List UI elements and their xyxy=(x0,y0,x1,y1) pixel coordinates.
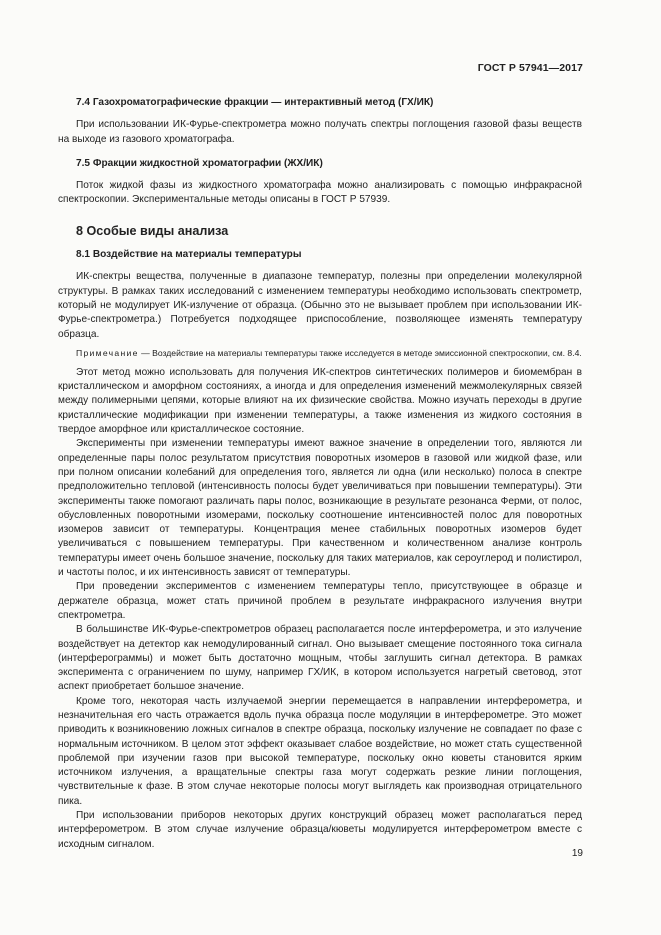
section-8-1-title: 8.1 Воздействие на материалы температуры xyxy=(76,249,302,261)
section-8-1-paragraph-3: Эксперименты при изменении температуры имеют важное значение в определении того, являются ли определенные пары полос результатом присутствия поворотных изомеров в газовой или жидкой фазе, или при полном описании колебаний для определения того, является ли одна (или несколько) полоса в спектре предположительно тепловой (интенсивность полосы будет увеличиваться при повышении температуры). Эти эксперименты также помогают различать пары полос, возникающие в результате резонанса Ферми, от полос, обусловленных поворотными изомерами, поскольку соотношение интенсивностей полос для поворотных изомеров зависит от температуры. Концентрация менее стабильных поворотных изомеров будет увеличиваться с повышением температуры. При качественном и количественном анализе контроль температуры имеет очень большое значение, поскольку для таких материалов, как сероуглерод и полистирол, и частоты полос, и их интенсивность зависят от температуры. xyxy=(58,438,582,579)
document-code-header: ГОСТ Р 57941—2017 xyxy=(477,62,583,74)
section-7-5-title: 7.5 Фракции жидкостной хроматографии (ЖХ/ИК) xyxy=(76,157,323,169)
section-7-4-paragraph: При использовании ИК-Фурье-спектрометра можно получать спектры поглощения газовой фазы веществ на выходе из газового хроматографа. xyxy=(58,119,582,145)
note-text: — Воздействие на материалы температуры также исследуется в методе эмиссионной спектроскопии, см. 8.4. xyxy=(138,347,582,358)
section-7-5-paragraph: Поток жидкой фазы из жидкостного хроматографа можно анализировать с помощью инфракрасной спектроскопии. Экспериментальные методы описаны в ГОСТ Р 57939. xyxy=(58,180,582,206)
section-8-1-paragraph-2: Этот метод можно использовать для получения ИК-спектров синтетических полимеров и биомембран в кристаллическом и аморфном состояниях, а иногда и для определения изменений межмолекулярных связей между полимерными цепями, которые влияют на их физические свойства. Можно изучать переходы в другие кристаллические модификации при изменении температуры, а также изменения из жидкого состояния в твердое аморфное или кристаллическое состояние. xyxy=(58,366,582,436)
note-label: Примечание xyxy=(76,347,139,358)
note-paragraph xyxy=(58,347,582,359)
section-7-4-title: 7.4 Газохроматографические фракции — интерактивный метод (ГХ/ИК) xyxy=(76,97,434,108)
section-8-1-paragraph-5: В большинстве ИК-Фурье-спектрометров образец располагается после интерферометра, и это излучение воздействует на детектор как немодулированный сигнал. Оно вызывает смещение постоянного тока сигнала (интерферограммы) и может быть достаточно мощным, чтобы заглушить сигнал детектора. В рамках эксперимента с ограничением по шуму, например ГХ/ИК, в котором используется нагретый световод, этот аспект приобретает большое значение. xyxy=(58,624,582,693)
section-8-1-paragraph-7: При использовании приборов некоторых других конструкций образец может располагаться перед интерферометром. В этом случае излучение образца/кюветы модулируется интерферометром вместе с исходным сигналом. xyxy=(58,810,582,850)
section-8-1-paragraph-1: ИК-спектры вещества, полученные в диапазоне температур, полезны при определении молекулярной структуры. В рамках таких исследований с изменением температуры необходимо использовать спектрометр, который не модулирует ИК-излучение от образца. (Обычно это не вызывает проблем при использовании ИК-Фурье-спектрометра.) Потребуется подходящее приспособление, позволяющее изменять температуру образца. xyxy=(58,271,582,340)
section-8-1-paragraph-4: При проведении экспериментов с изменением температуры тепло, присутствующее в образце и держателе образца, может стать причиной проблем в результате инфракрасного излучения внутри спектрометра. xyxy=(58,581,582,621)
page-number: 19 xyxy=(571,848,583,859)
page-body xyxy=(58,90,582,852)
section-8-1-paragraph-6: Кроме того, некоторая часть излучаемой энергии перемещается в направлении интерферометра, и незначительная его часть отражается вдоль пучка образца после модуляции в интерферометре. Это может приводить к возникновению ложных сигналов в спектре образца, поскольку излучение не совпадает по фазе с нормальным источником. В целом этот эффект оказывает слабое воздействие, но может стать существенной проблемой при изучении газов при высокой температуре, поскольку окно кюветы становится ярким источником излучения, а вращательные спектры газа могут содержать резкие линии поглощения, чувствительные к фазе. В этом случае некоторые полосы могут выглядеть как производная отрицательного пика. xyxy=(58,695,582,807)
section-8-title: 8 Особые виды анализа xyxy=(76,223,229,238)
